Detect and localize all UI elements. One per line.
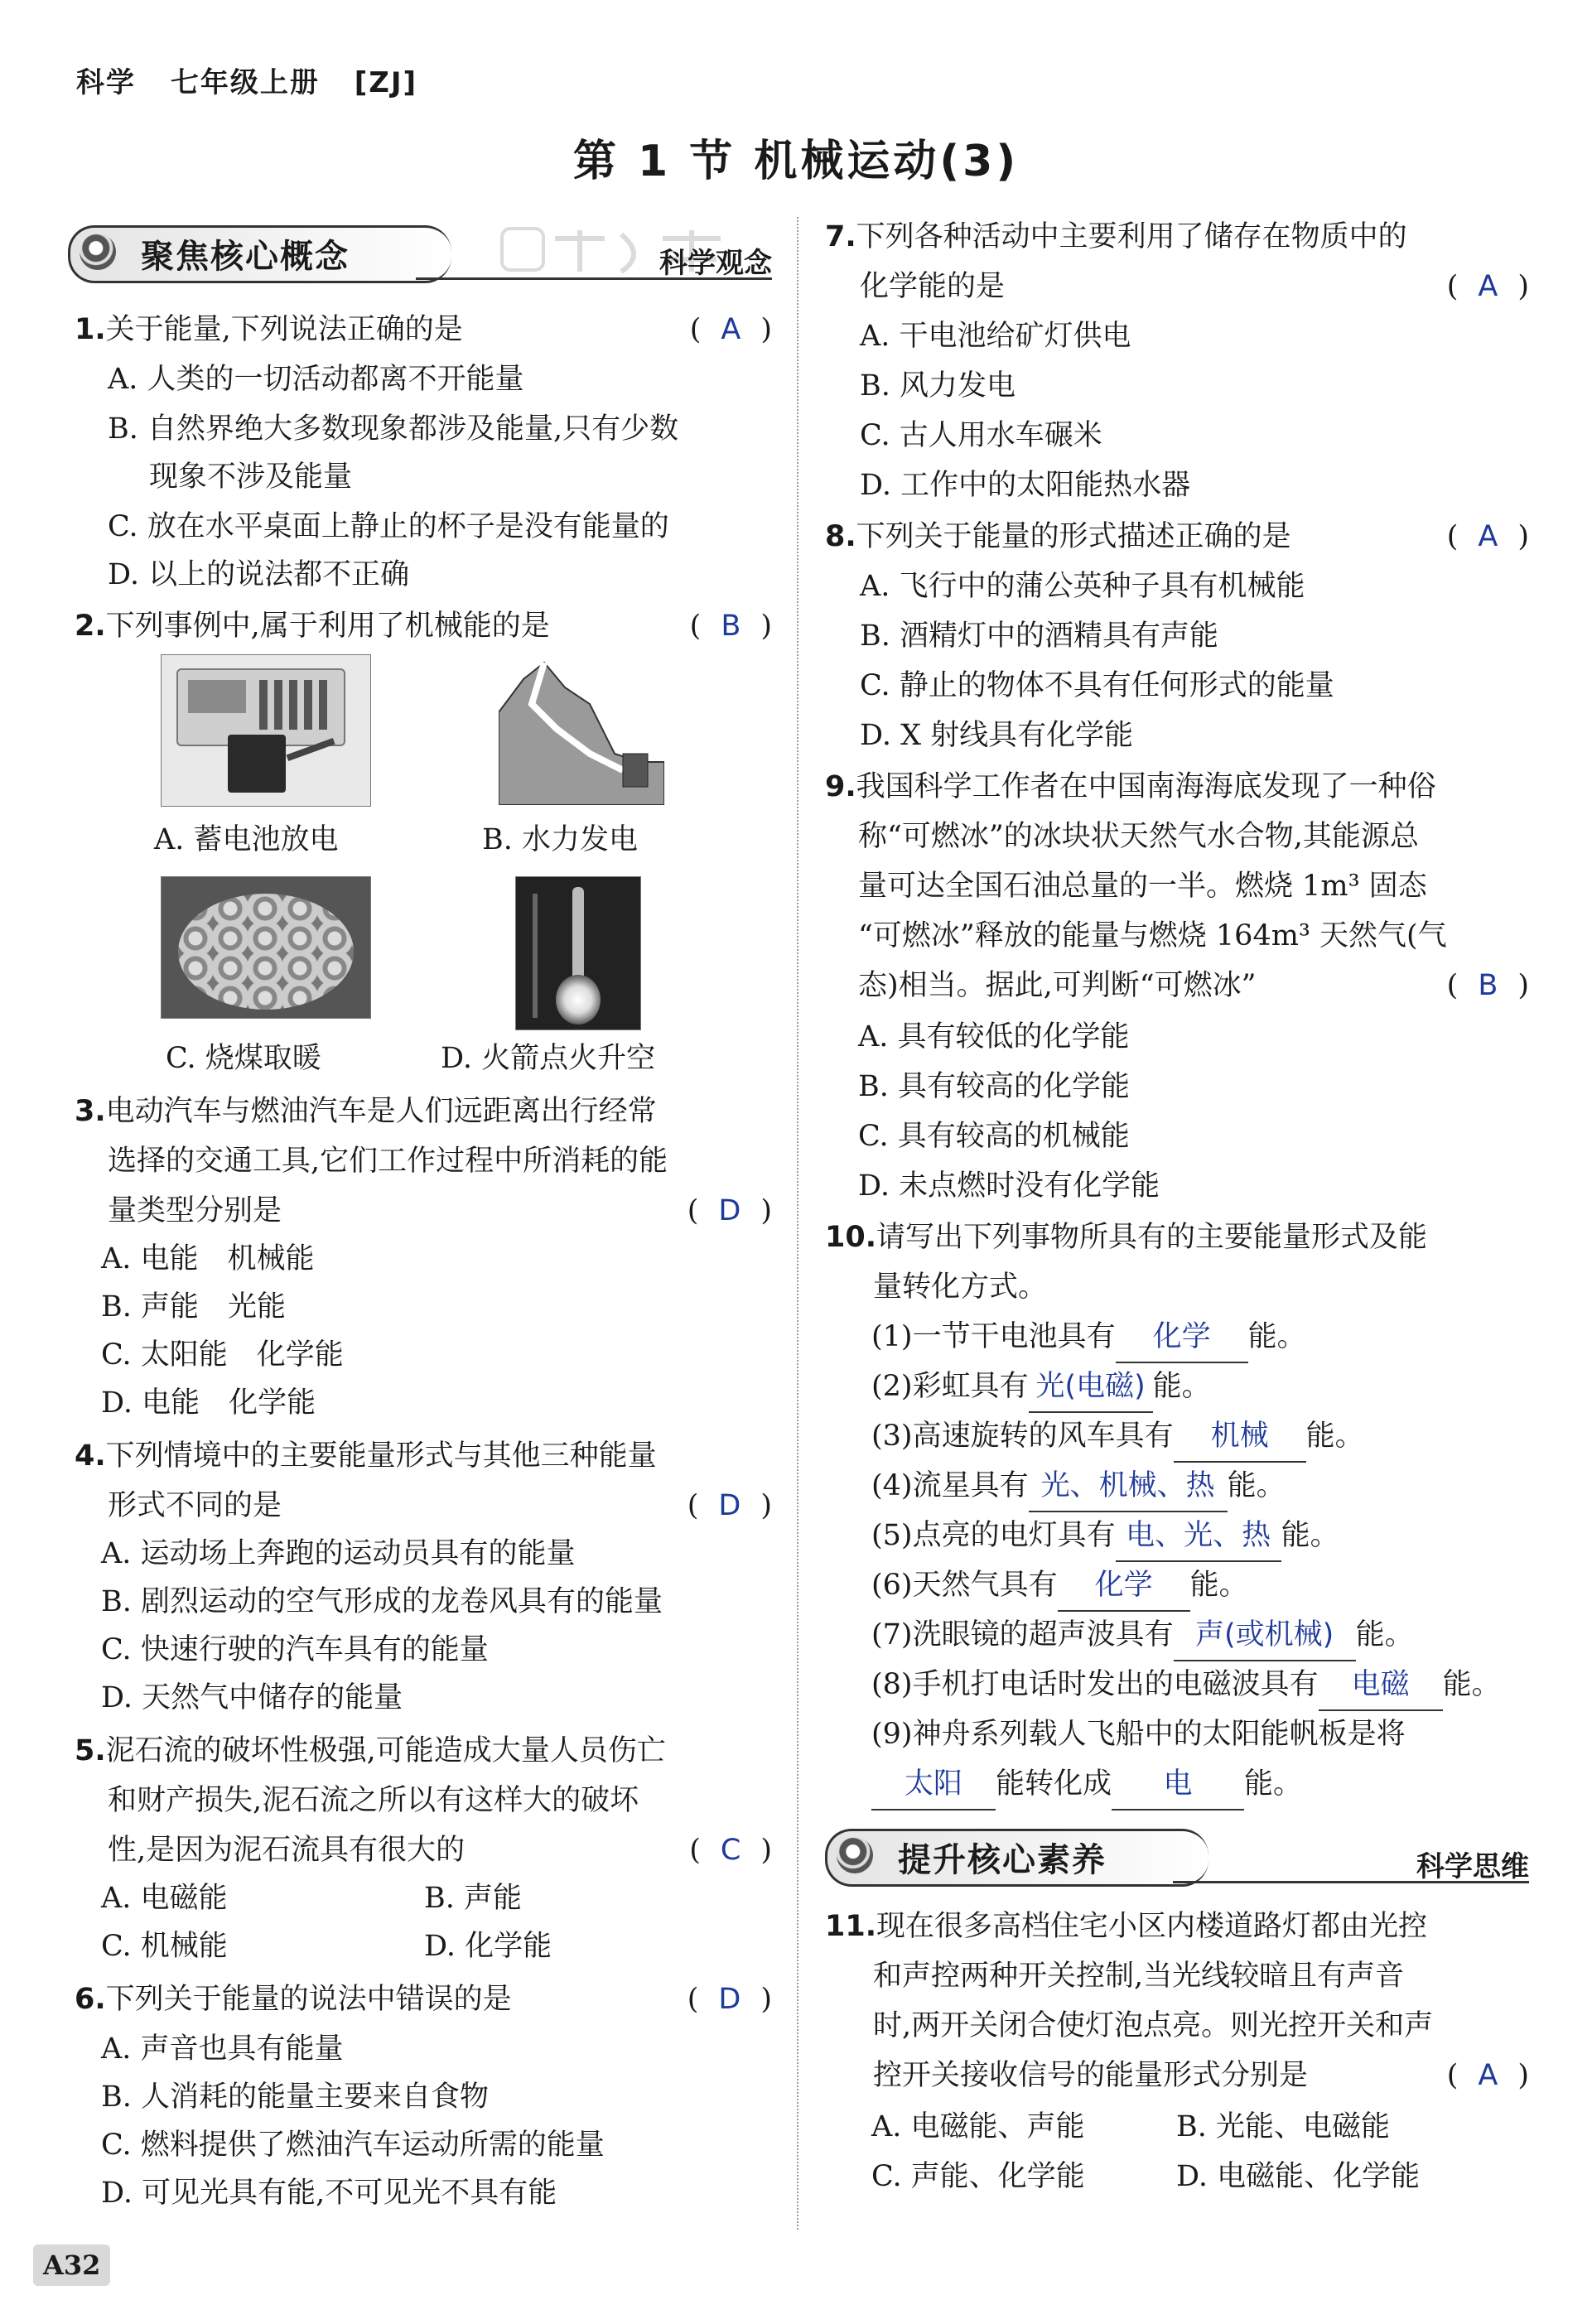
option: C. 声能、化学能 bbox=[871, 2160, 1085, 2193]
page-title: 第 1 节 机械运动(3) bbox=[572, 137, 1020, 186]
option: B. 声能 bbox=[424, 1882, 522, 1915]
option: A. 人类的一切活动都离不开能量 bbox=[108, 363, 524, 396]
option: C. 古人用水车碾米 bbox=[860, 419, 1102, 452]
option: C. 太阳能 化学能 bbox=[101, 1338, 344, 1372]
image-caption: A. 蓄电池放电 bbox=[154, 823, 339, 856]
option: D. X 射线具有化学能 bbox=[860, 719, 1134, 752]
page-header bbox=[76, 60, 441, 100]
option: C. 机械能 bbox=[101, 1930, 228, 1963]
answer-bracket: ( D ) bbox=[687, 1489, 772, 1522]
fill-item-9-cont: 太阳 能转化成 电 能。 bbox=[871, 1759, 1302, 1811]
answer-bracket: ( B ) bbox=[689, 610, 772, 643]
option: A. 电能 机械能 bbox=[101, 1242, 315, 1275]
question-11: 11.现在很多高档住宅小区内楼道路灯都由光控 和声控两种开关控制,当光线较暗且有声音 时,两开关闭合使灯泡点亮。则光控开关和声 控开关接收信号的能量形式分别是 ( A ) bbox=[825, 1902, 1529, 2100]
question-7: 7.下列各种活动中主要利用了储存在物质中的 化学能的是 ( A ) bbox=[825, 212, 1529, 311]
option: B. 风力发电 bbox=[860, 369, 1016, 403]
battery-discharge-photo bbox=[161, 654, 371, 807]
option: B. 具有较高的化学能 bbox=[858, 1070, 1130, 1103]
page-number: A32 bbox=[33, 2244, 110, 2286]
image-caption: D. 火箭点火升空 bbox=[441, 1042, 656, 1075]
option: D. 可见光具有能,不可见光不具有能 bbox=[101, 2177, 557, 2210]
question-5: 5.泥石流的破坏性极强,可能造成大量人员伤亡 和财产损失,泥石流之所以有这样大的破坏 性,是因为泥石流具有很大的 ( C ) bbox=[75, 1726, 772, 1875]
hydro-power-diagram bbox=[499, 654, 664, 805]
header-subject: 科学 bbox=[76, 66, 136, 99]
option: A. 具有较低的化学能 bbox=[858, 1020, 1130, 1054]
fill-item-1: (1)一节干电池具有 化学 能。 bbox=[871, 1312, 1306, 1363]
option: D. 工作中的太阳能热水器 bbox=[860, 469, 1191, 502]
fill-item-3: (3)高速旋转的风车具有 机械 能。 bbox=[871, 1411, 1364, 1463]
answer-blank: 化学 bbox=[1058, 1560, 1190, 1612]
question-6: 6.下列关于能量的说法中错误的是 ( D ) bbox=[75, 1974, 772, 2024]
question-1: 1.关于能量,下列说法正确的是 ( A ) bbox=[75, 305, 772, 354]
option: C. 具有较高的机械能 bbox=[858, 1120, 1130, 1153]
answer-bracket: ( A ) bbox=[689, 313, 772, 346]
section-tag: 科学思维 bbox=[1416, 1850, 1529, 1883]
answer-bracket: ( C ) bbox=[689, 1834, 772, 1867]
header-edition: [ZJ] bbox=[354, 66, 418, 99]
section-bullet-icon bbox=[80, 234, 116, 270]
option: C. 快速行驶的汽车具有的能量 bbox=[101, 1633, 489, 1666]
question-9: 9.我国科学工作者在中国南海海底发现了一种俗 称“可燃冰”的冰块状天然气水合物,其能源总 量可达全国石油总量的一半。燃烧 1m³ 固态 “可燃冰”释放的能量与燃烧 164m³ 天然气(气 态)相当。据此,可判断“可燃冰” ( B ) bbox=[825, 762, 1529, 1010]
answer-bracket: ( A ) bbox=[1446, 520, 1529, 553]
option: A. 干电池给矿灯供电 bbox=[860, 320, 1131, 353]
option: B. 酒精灯中的酒精具有声能 bbox=[860, 620, 1218, 653]
answer-bracket: ( A ) bbox=[1446, 270, 1529, 303]
answer-blank: 太阳 bbox=[871, 1759, 996, 1811]
section-bullet-icon bbox=[837, 1837, 873, 1873]
option: A. 电磁能 bbox=[101, 1882, 228, 1915]
section-tag: 科学观念 bbox=[659, 247, 772, 280]
section-title: 提升核心素养 bbox=[898, 1841, 1107, 1879]
section-focus-core-concepts bbox=[68, 222, 772, 283]
answer-blank: 光、机械、热 bbox=[1029, 1461, 1228, 1512]
answer-blank: 声(或机械) bbox=[1174, 1610, 1356, 1661]
question-3: 3.电动汽车与燃油汽车是人们远距离出行经常 选择的交通工具,它们工作过程中所消耗的能 量类型分别是 ( D ) bbox=[75, 1087, 772, 1236]
option: A. 飞行中的蒲公英种子具有机械能 bbox=[860, 570, 1305, 603]
rocket-launch-photo bbox=[515, 876, 641, 1030]
answer-blank: 化学 bbox=[1116, 1312, 1248, 1363]
fill-item-4: (4)流星具有 光、机械、热 能。 bbox=[871, 1461, 1286, 1512]
option: B. 自然界绝大多数现象都涉及能量,只有少数 bbox=[108, 412, 679, 446]
fill-item-8: (8)手机打电话时发出的电磁波具有 电磁 能。 bbox=[871, 1660, 1501, 1711]
option: B. 光能、电磁能 bbox=[1176, 2110, 1390, 2143]
fill-item-2: (2)彩虹具有 光(电磁) 能。 bbox=[871, 1362, 1211, 1413]
answer-blank: 电磁 bbox=[1319, 1660, 1443, 1711]
answer-blank: 光(电磁) bbox=[1029, 1362, 1153, 1413]
option: D. 电能 化学能 bbox=[101, 1386, 316, 1420]
image-caption: C. 烧煤取暖 bbox=[166, 1042, 321, 1075]
option: D. 天然气中储存的能量 bbox=[101, 1681, 403, 1714]
section-title: 聚焦核心概念 bbox=[141, 238, 350, 276]
option: C. 放在水平桌面上静止的杯子是没有能量的 bbox=[108, 510, 669, 543]
option: D. 电磁能、化学能 bbox=[1176, 2160, 1421, 2193]
option: A. 运动场上奔跑的运动员具有的能量 bbox=[101, 1537, 576, 1570]
option: B. 剧烈运动的空气形成的龙卷风具有的能量 bbox=[101, 1585, 663, 1618]
option: A. 电磁能、声能 bbox=[871, 2110, 1085, 2143]
answer-blank: 电、光、热 bbox=[1116, 1511, 1281, 1562]
question-2: 2.下列事例中,属于利用了机械能的是 ( B ) bbox=[75, 601, 772, 651]
answer-bracket: ( D ) bbox=[687, 1194, 772, 1227]
header-grade: 七年级上册 bbox=[170, 66, 320, 99]
fill-item-7: (7)洗眼镜的超声波具有 声(或机械) 能。 bbox=[871, 1610, 1414, 1661]
answer-blank: 电 bbox=[1112, 1759, 1244, 1811]
answer-bracket: ( B ) bbox=[1446, 969, 1529, 1002]
question-8: 8.下列关于能量的形式描述正确的是 ( A ) bbox=[825, 512, 1529, 562]
answer-bracket: ( D ) bbox=[687, 1983, 772, 2016]
image-caption: B. 水力发电 bbox=[482, 823, 638, 856]
option-continued: 现象不涉及能量 bbox=[149, 460, 353, 494]
option: D. 以上的说法都不正确 bbox=[108, 558, 410, 591]
column-divider bbox=[797, 217, 798, 2230]
option: C. 燃料提供了燃油汽车运动所需的能量 bbox=[101, 2129, 605, 2162]
burning-coal-photo bbox=[161, 876, 371, 1019]
option: D. 化学能 bbox=[424, 1930, 552, 1963]
fill-item-9: (9)神舟系列载人飞船中的太阳能帆板是将 bbox=[871, 1718, 1406, 1751]
fill-item-5: (5)点亮的电灯具有 电、光、热 能。 bbox=[871, 1511, 1339, 1562]
question-10: 10.请写出下列事物所具有的主要能量形式及能 量转化方式。 bbox=[825, 1221, 1428, 1304]
option: B. 人消耗的能量主要来自食物 bbox=[101, 2081, 489, 2114]
fill-item-6: (6)天然气具有 化学 能。 bbox=[871, 1560, 1248, 1612]
option: A. 声音也具有能量 bbox=[101, 2032, 344, 2066]
option: C. 静止的物体不具有任何形式的能量 bbox=[860, 669, 1334, 702]
section-improve-core-literacy bbox=[825, 1825, 1529, 1887]
question-4: 4.下列情境中的主要能量形式与其他三种能量 形式不同的是 ( D ) bbox=[75, 1431, 772, 1531]
answer-bracket: ( A ) bbox=[1446, 2059, 1529, 2092]
answer-blank: 机械 bbox=[1174, 1411, 1306, 1463]
option: D. 未点燃时没有化学能 bbox=[858, 1169, 1160, 1203]
option: B. 声能 光能 bbox=[101, 1290, 286, 1324]
